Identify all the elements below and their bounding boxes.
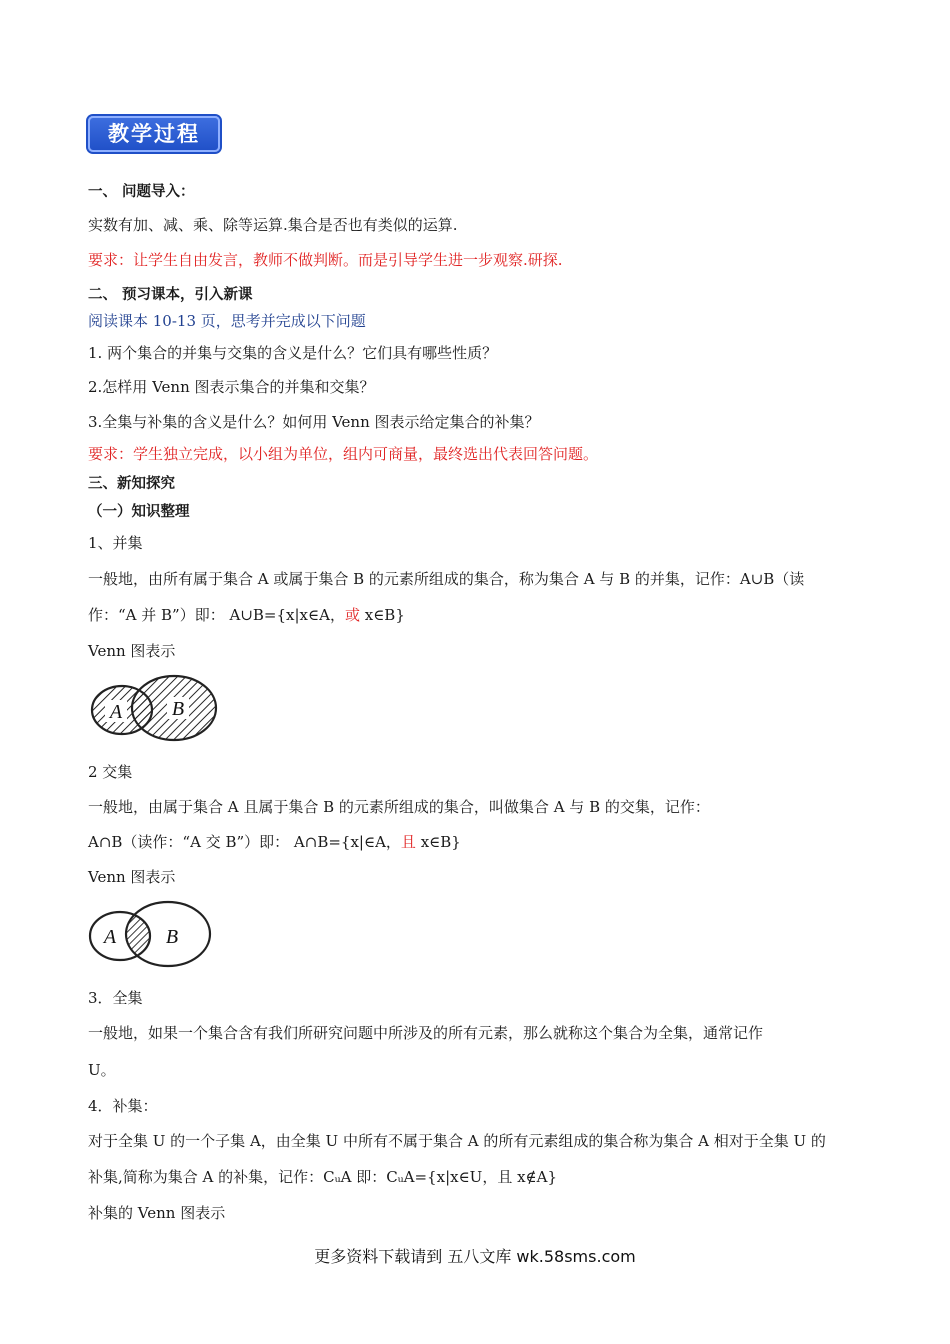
complement-title: 4．补集：: [88, 1097, 158, 1115]
badge-label: 教学过程: [108, 122, 200, 146]
union-definition-line-2: [88, 604, 405, 625]
union-label-a: A: [109, 701, 123, 723]
intersection-formula-part-2: x∈B}: [415, 833, 461, 851]
union-title: 1、并集: [88, 534, 143, 552]
union-formula-part-1: 作：“A 并 B”）即： A∪B={x|x∈A，: [88, 606, 345, 624]
intersection-venn-label: Venn 图表示: [88, 868, 176, 886]
union-venn-label: Venn 图表示: [88, 642, 176, 660]
union-venn-diagram: [88, 672, 222, 744]
intersection-venn-diagram: [88, 900, 214, 970]
reading-instruction: 阅读课本 10-13 页，思考并完成以下问题: [88, 312, 366, 330]
footer-link-text[interactable]: 更多资料下载请到 五八文库 wk.58sms.com: [314, 1247, 636, 1266]
universal-set-title: 3．全集: [88, 989, 143, 1007]
union-formula-part-2: x∈B}: [359, 606, 405, 624]
question-2: 2.怎样用 Venn 图表示集合的并集和交集？: [88, 378, 375, 396]
knowledge-subheading: （一）知识整理: [88, 504, 190, 520]
universal-set-definition-line-2: U。: [88, 1061, 116, 1079]
complement-venn-label: 补集的 Venn 图表示: [88, 1204, 226, 1222]
complement-definition-line-1: 对于全集 U 的一个子集 A，由全集 U 中所有不属于集合 A 的所有元素组成的集合称为集合 A 相对于全集 U 的: [88, 1132, 826, 1150]
union-label-b: B: [171, 698, 185, 720]
universal-set-definition-line-1: 一般地，如果一个集合含有我们所研究问题中所涉及的所有元素，那么就称这个集合为全集，通常记作: [88, 1024, 764, 1042]
intersection-label-b: B: [165, 926, 179, 948]
section-badge: [88, 116, 220, 152]
section-1-paragraph: 实数有加、减、乘、除等运算.集合是否也有类似的运算.: [88, 216, 458, 234]
union-or-word: 或: [344, 606, 360, 624]
question-3: 3.全集与补集的含义是什么？如何用 Venn 图表示给定集合的补集？: [88, 413, 540, 431]
question-1: 1. 两个集合的并集与交集的含义是什么？它们具有哪些性质？: [88, 344, 498, 362]
intersection-and-word: 且: [400, 833, 416, 851]
intersection-formula-part-1: A∩B（读作：“A 交 B”）即： A∩B={x|∈A，: [88, 833, 401, 851]
complement-definition-line-2: 补集,简称为集合 A 的补集，记作：CᵤA 即：CᵤA={x|x∈U，且 x∉A}: [88, 1168, 558, 1186]
union-definition-line-1: 一般地，由所有属于集合 A 或属于集合 B 的元素所组成的集合，称为集合 A 与 B 的并集，记作：A∪B（读: [88, 570, 805, 588]
section-2-heading: 二、 预习课本，引入新课: [88, 287, 253, 303]
section-1-heading: 一、 问题导入：: [88, 184, 195, 200]
section-1-requirement: 要求：让学生自由发言，教师不做判断。而是引导学生进一步观察.研探.: [88, 251, 563, 269]
intersection-definition-line-1: 一般地，由属于集合 A 且属于集合 B 的元素所组成的集合，叫做集合 A 与 B 的交集，记作：: [88, 798, 710, 816]
intersection-title: 2 交集: [88, 763, 133, 781]
intersection-definition-line-2: [88, 831, 461, 852]
intersection-label-a: A: [103, 926, 117, 948]
section-3-heading: 三、新知探究: [88, 476, 175, 492]
section-2-requirement: 要求：学生独立完成，以小组为单位，组内可商量，最终选出代表回答问题。: [88, 445, 599, 463]
